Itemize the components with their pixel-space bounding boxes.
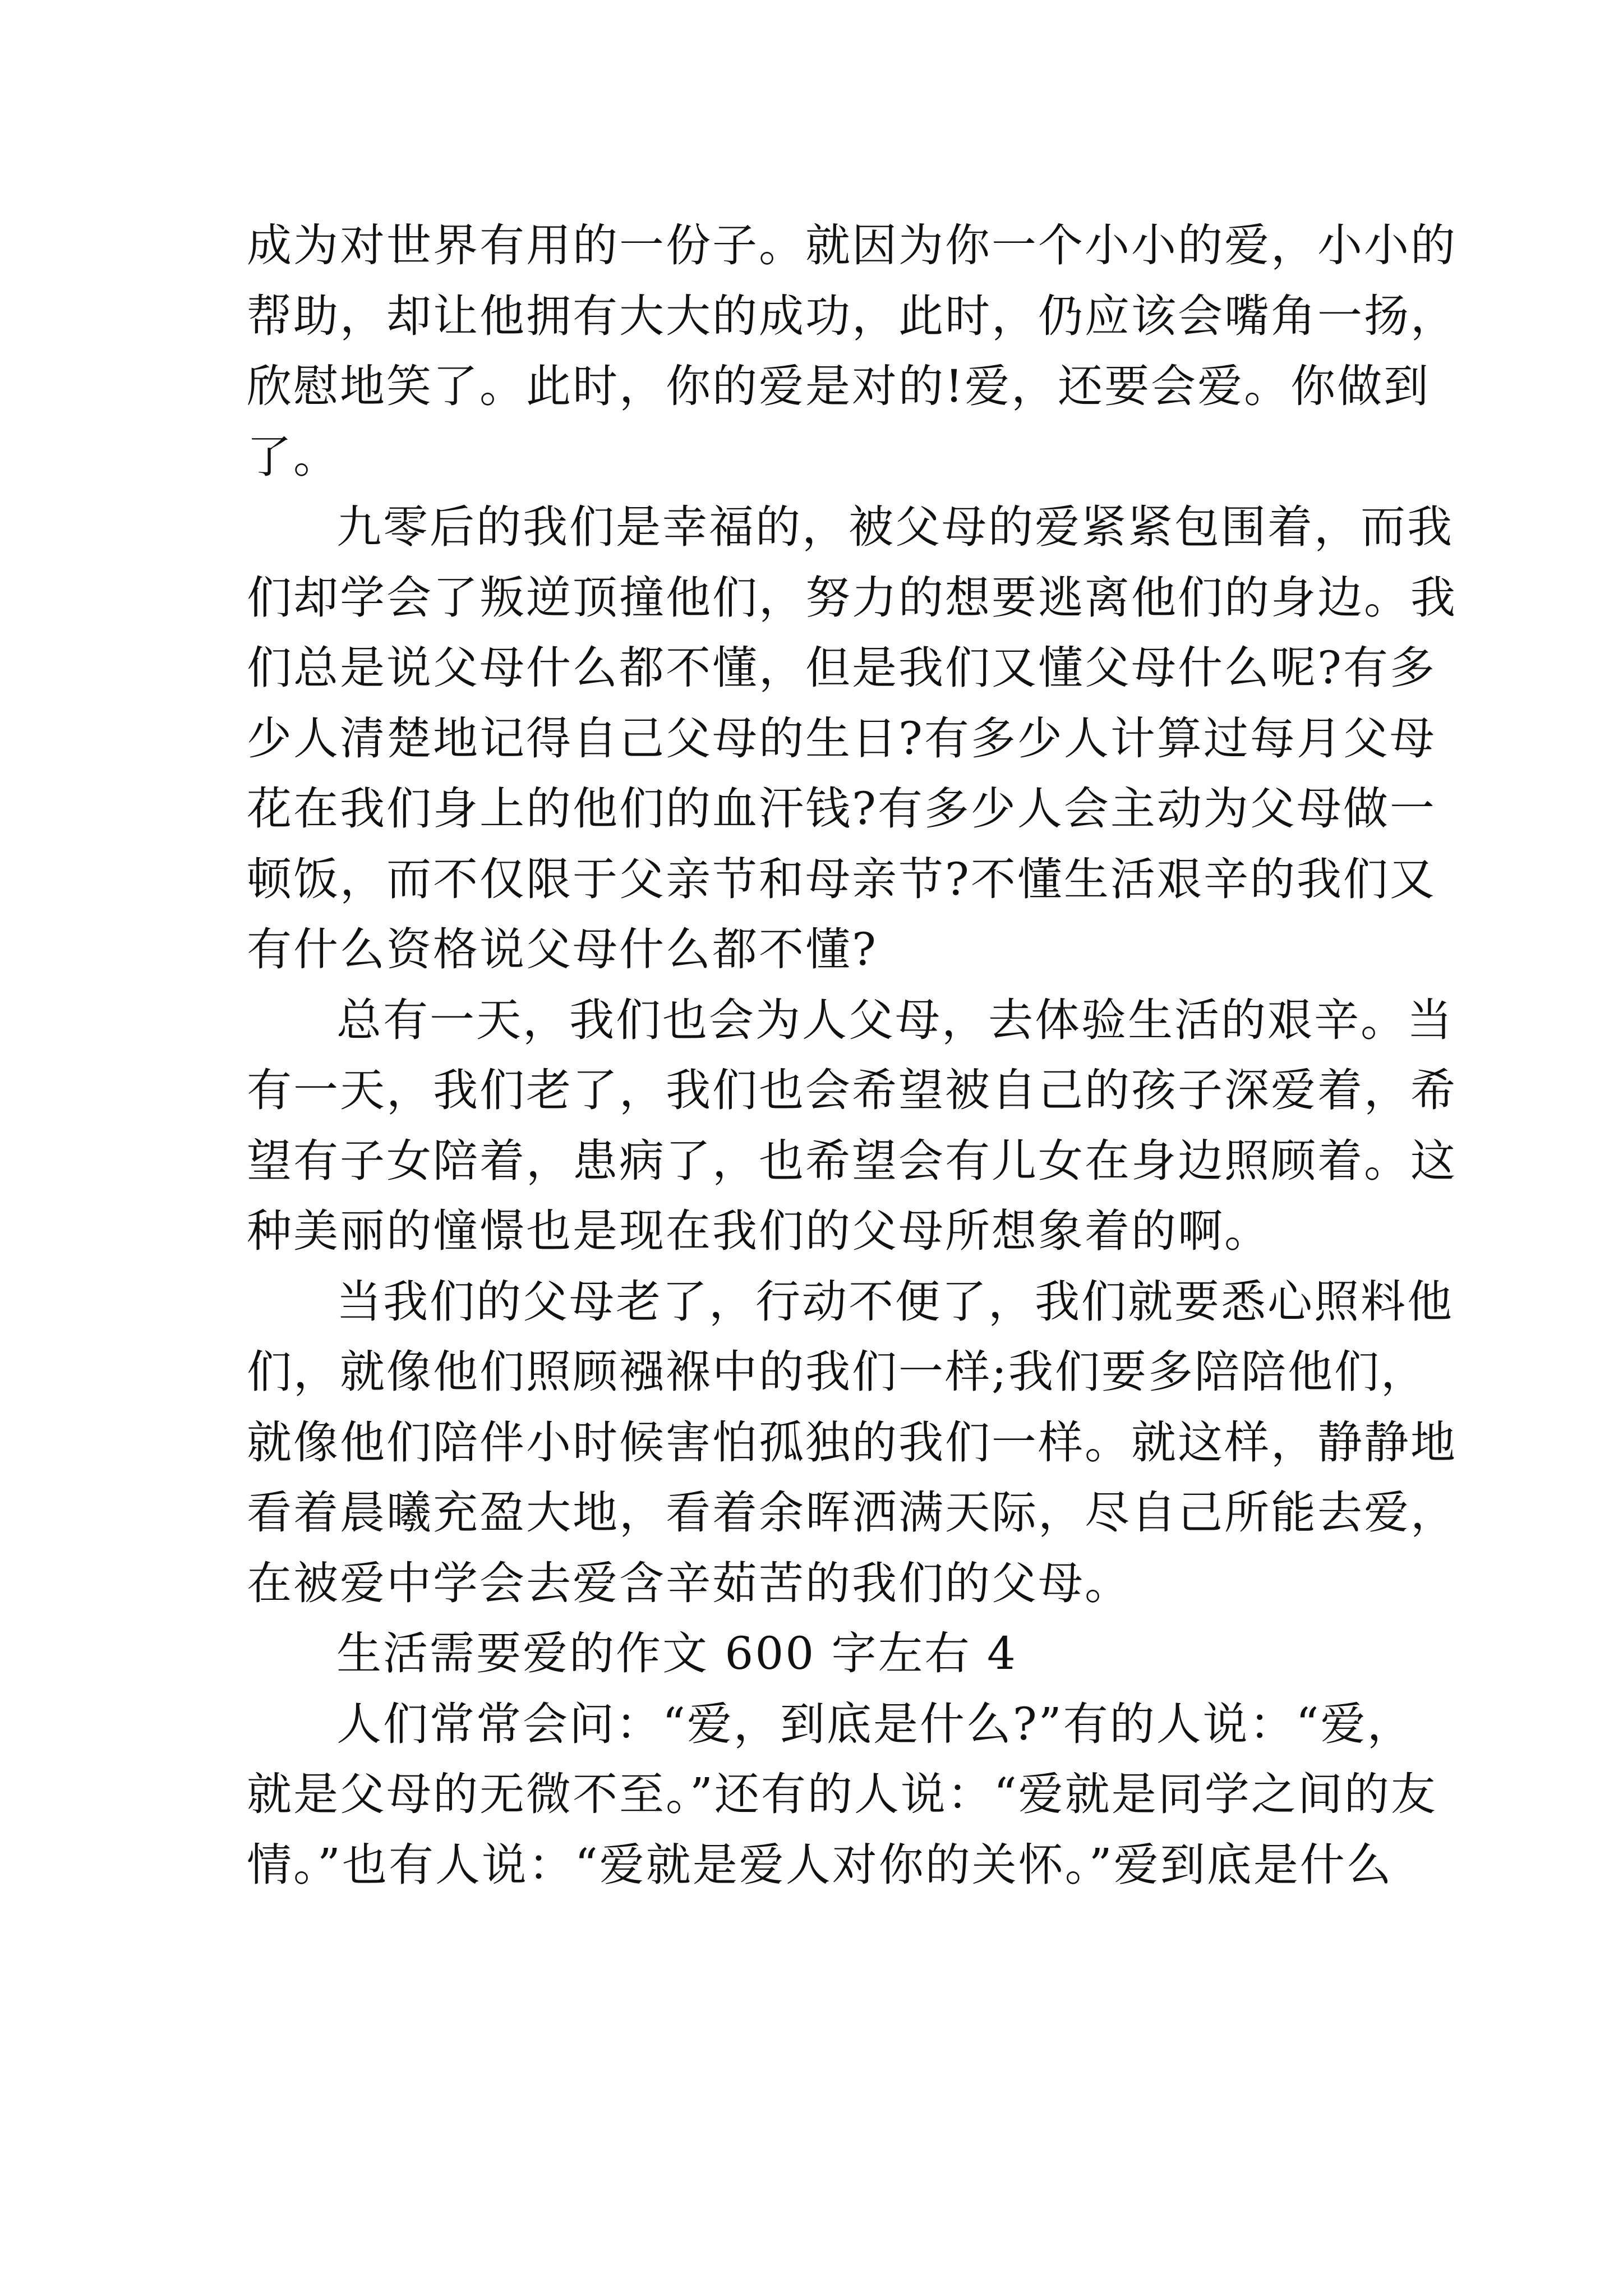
- text-line: 们却学会了叛逆顶撞他们，努力的想要逃离他们的身边。我: [247, 571, 1457, 624]
- text-line: 总有一天，我们也会为人父母，去体验生活的艰辛。当: [336, 993, 1454, 1046]
- text-line: 九零后的我们是幸福的，被父母的爱紧紧包围着，而我: [336, 501, 1454, 553]
- text-line: 有什么资格说父母什么都不懂?: [247, 923, 878, 976]
- text-line: 就像他们陪伴小时候害怕孤独的我们一样。就这样，静静地: [247, 1416, 1457, 1469]
- text-line: 人们常常会问：“爱，到底是什么?”有的人说：“爱，: [336, 1697, 1414, 1750]
- heading-line: 生活需要爱的作文 600 字左右 4: [336, 1627, 1017, 1680]
- text-line: 顿饭，而不仅限于父亲节和母亲节?不懂生活艰辛的我们又: [247, 853, 1436, 905]
- text-line: 花在我们身上的他们的血汗钱?有多少人会主动为父母做一: [247, 783, 1436, 835]
- text-line: 帮助，却让他拥有大大的成功，此时，仍应该会嘴角一扬，: [247, 289, 1457, 342]
- text-line: 有一天，我们老了，我们也会希望被自己的孩子深爱着，希: [247, 1064, 1457, 1116]
- text-line: 欣慰地笑了。此时，你的爱是对的!爱，还要会爱。你做到: [247, 360, 1431, 412]
- text-line: 少人清楚地记得自己父母的生日?有多少人计算过每月父母: [247, 712, 1436, 765]
- text-line: 看着晨曦充盈大地，看着余晖洒满天际，尽自己所能去爱，: [247, 1487, 1457, 1539]
- section-heading: [247, 1618, 1391, 1689]
- text-line: 成为对世界有用的一份子。就因为你一个小小的爱，小小的: [247, 219, 1457, 272]
- text-line: 望有子女陪着，患病了，也希望会有儿女在身边照顾着。这: [247, 1134, 1457, 1187]
- document-body: [247, 210, 1457, 1900]
- paragraph-3: [247, 985, 1457, 1267]
- text-line: 情。”也有人说：“爱就是爱人对你的关怀。”爱到底是什么: [247, 1838, 1393, 1891]
- paragraph-1: [247, 210, 1457, 492]
- text-line: 了。: [247, 430, 340, 483]
- text-line: 就是父母的无微不至。”还有的人说：“爱就是同学之间的友: [247, 1768, 1437, 1820]
- text-line: 们总是说父母什么都不懂，但是我们又懂父母什么呢?有多: [247, 642, 1436, 694]
- paragraph-2: [247, 492, 1457, 985]
- text-line: 在被爱中学会去爱含辛茹苦的我们的父母。: [247, 1557, 1131, 1609]
- paragraph-4: [247, 1267, 1457, 1619]
- text-line: 当我们的父母老了，行动不便了，我们就要悉心照料他: [336, 1275, 1454, 1328]
- text-line: 们，就像他们照顾襁褓中的我们一样;我们要多陪陪他们，: [247, 1346, 1427, 1398]
- text-line: 种美丽的憧憬也是现在我们的父母所想象着的啊。: [247, 1205, 1271, 1257]
- paragraph-5: [247, 1689, 1437, 1901]
